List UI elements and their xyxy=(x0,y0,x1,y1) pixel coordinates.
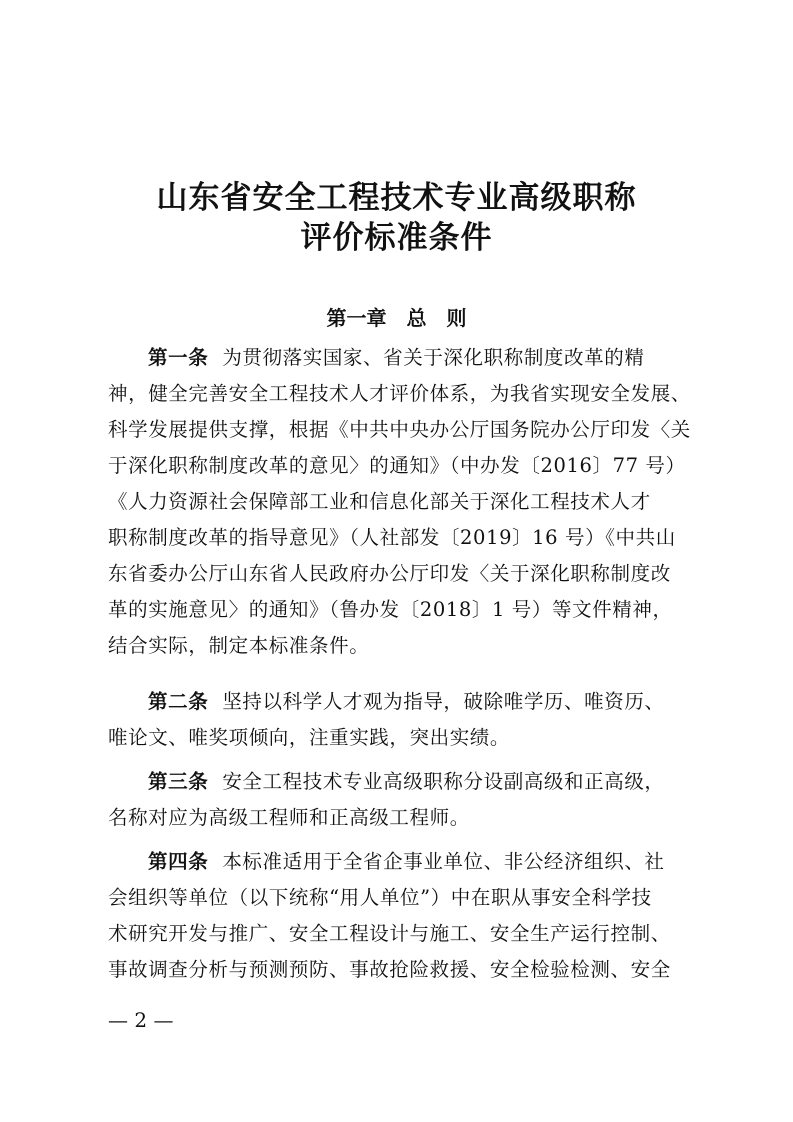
article-2-line-1 xyxy=(108,684,693,720)
article-4-line-4: 事故调查分析与预测预防、事故抢险救援、安全检验检测、安全 xyxy=(108,958,671,981)
article-4-line-1 xyxy=(108,844,693,880)
article-2-label: 第二条 xyxy=(148,690,209,713)
article-2-text-1: 坚持以科学人才观为指导，破除唯学历、唯资历、 xyxy=(222,690,665,713)
article-2 xyxy=(108,684,693,756)
article-1-text-1: 为贯彻落实国家、省关于深化职称制度改革的精 xyxy=(222,346,645,369)
article-3-text-1: 安全工程技术专业高级职称分设副高级和正高级， xyxy=(222,770,665,793)
article-4 xyxy=(108,844,693,988)
document-title-line-2: 评价标准条件 xyxy=(300,220,493,256)
article-1-label: 第一条 xyxy=(148,346,209,369)
article-1-line-1 xyxy=(108,340,693,376)
article-1-line-2: 神，健全完善安全工程技术人才评价体系，为我省实现安全发展、 xyxy=(108,382,691,405)
article-3-line-1 xyxy=(108,764,693,800)
article-1-line-7: 东省委办公厅山东省人民政府办公厅印发〈关于深化职称制度改 xyxy=(108,562,671,585)
chapter-heading: 第一章 总 则 xyxy=(326,306,467,330)
article-4-line-2: 会组织等单位（以下统称“用人单位”）中在职从事安全科学技 xyxy=(108,886,652,909)
article-1-line-8: 革的实施意见〉的通知》（鲁办发〔2018〕1 号）等文件精神， xyxy=(108,598,673,621)
article-1 xyxy=(108,340,693,664)
article-4-text-1: 本标准适用于全省企事业单位、非公经济组织、社 xyxy=(222,850,665,873)
article-1-line-4: 于深化职称制度改革的意见〉的通知》（中办发〔2016〕77 号） xyxy=(108,454,686,477)
article-1-line-3: 科学发展提供支撑，根据《中共中央办公厅国务院办公厅印发〈关 xyxy=(108,418,691,441)
page-number: — 2 — xyxy=(108,1008,174,1032)
article-1-line-6: 职称制度改革的指导意见》（人社部发〔2019〕16 号）《中共山 xyxy=(108,526,676,549)
article-3-line-2: 名称对应为高级工程师和正高级工程师。 xyxy=(108,806,470,829)
article-2-line-2: 唯论文、唯奖项倾向，注重实践，突出实绩。 xyxy=(108,726,511,749)
article-1-line-9: 结合实际，制定本标准条件。 xyxy=(108,634,370,657)
document-title-line-1: 山东省安全工程技术专业高级职称 xyxy=(156,180,637,216)
article-3-label: 第三条 xyxy=(148,770,209,793)
article-3 xyxy=(108,764,693,836)
article-1-line-5: 《人力资源社会保障部工业和信息化部关于深化工程技术人才 xyxy=(108,490,651,513)
article-4-label: 第四条 xyxy=(148,850,209,873)
article-4-line-3: 术研究开发与推广、安全工程设计与施工、安全生产运行控制、 xyxy=(108,922,671,945)
